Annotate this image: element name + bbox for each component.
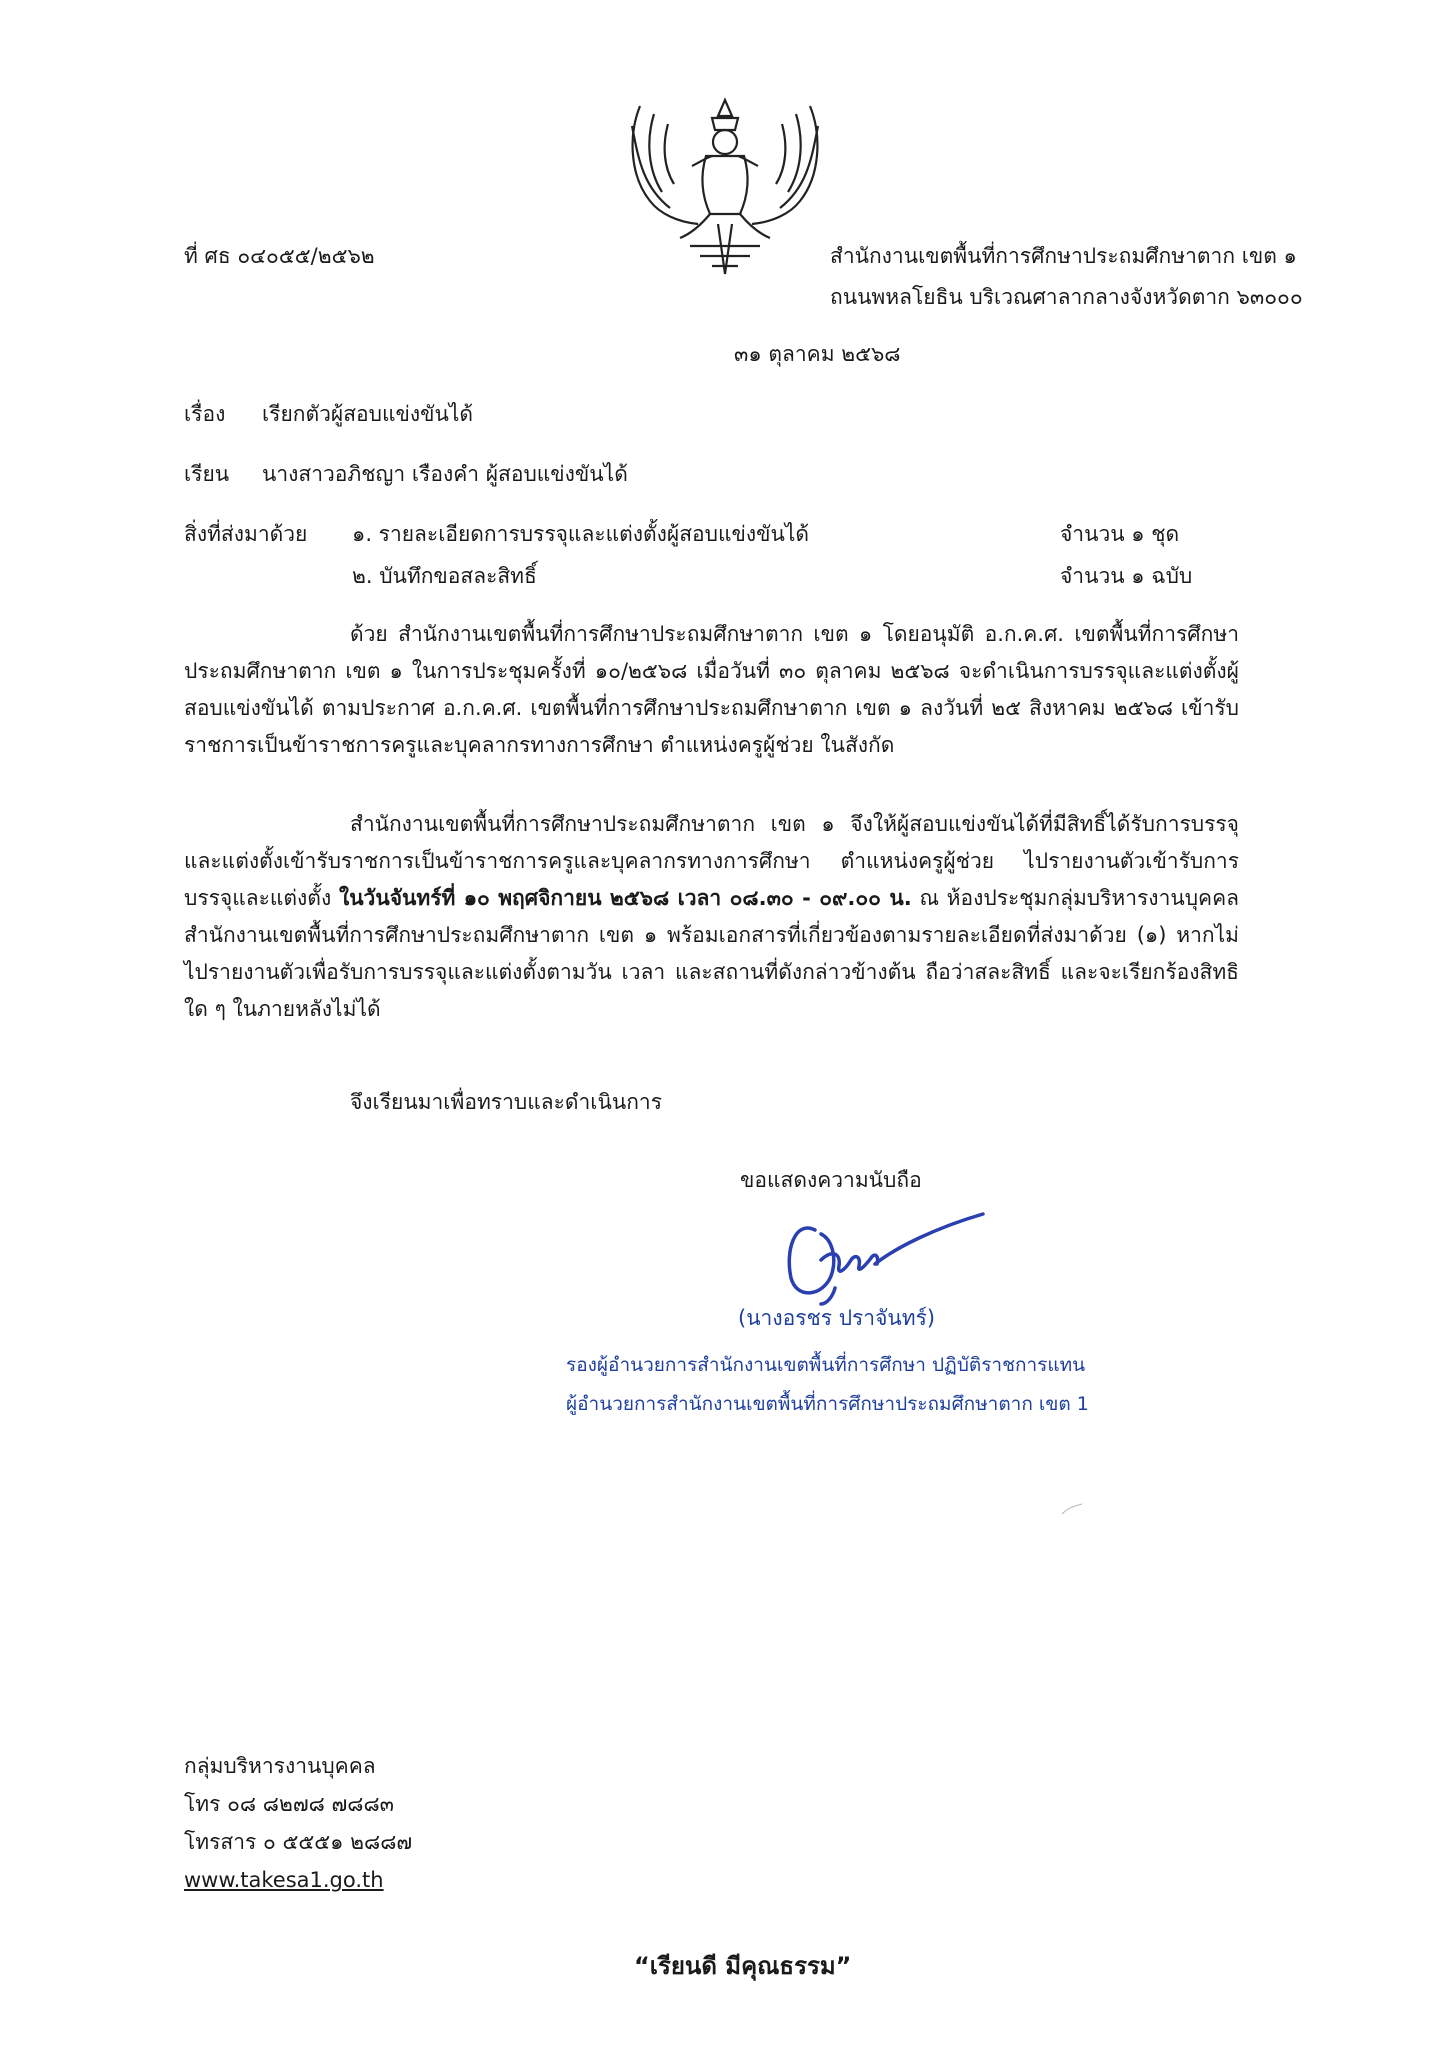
garuda-emblem-icon: [620, 96, 830, 280]
scan-mark: [1060, 1502, 1084, 1516]
closing-line: จึงเรียนมาเพื่อทราบและดำเนินการ: [350, 1090, 662, 1114]
enclosure-quantity: จำนวน ๑ ชุด: [1060, 522, 1180, 546]
subject-label: เรื่อง: [184, 402, 226, 426]
enclosures-label: สิ่งที่ส่งมาด้วย: [184, 522, 308, 546]
enclosure-quantity: จำนวน ๑ ฉบับ: [1060, 564, 1193, 588]
reference-number: ที่ ศธ ๐๔๐๕๕/๒๕๖๒: [184, 244, 375, 268]
signatory-name: (นางอรชร ปราจันทร์): [738, 1306, 936, 1330]
salutation: ขอแสดงความนับถือ: [740, 1168, 922, 1192]
signatory-title: รองผู้อำนวยการสำนักงานเขตพื้นที่การศึกษา ปฏิบัติราชการแทน: [566, 1354, 1086, 1376]
paragraph-text: สำนักงานเขตพื้นที่การศึกษาประถมศึกษาตาก เขต ๑ จึงให้ผู้สอบแข่งขันได้ที่มีสิทธิ์ได้รับการบรรจุและแต่งตั้งเข้ารับราชการเป็นข้าราชการครูและบุคลากรทางการศึกษา ตำแหน่งครูผู้ช่วย ไปรายงานตัวเข้ารับการบรรจุและแต่งตั้ง: [184, 812, 1239, 910]
signatory-title: ผู้อำนวยการสำนักงานเขตพื้นที่การศึกษาประถมศึกษาตาก เขต 1: [566, 1393, 1089, 1415]
enclosure-item: ๑. รายละเอียดการบรรจุและแต่งตั้งผู้สอบแข่งขันได้: [352, 522, 810, 546]
recipient-label: เรียน: [184, 462, 230, 486]
body-paragraph-1: ด้วย สำนักงานเขตพื้นที่การศึกษาประถมศึกษาตาก เขต ๑ โดยอนุมัติ อ.ก.ค.ศ. เขตพื้นที่การศึกษาประถมศึกษาตาก เขต ๑ ในการประชุมครั้งที่ ๑๐/๒๕๖๘ เมื่อวันที่ ๓๐ ตุลาคม ๒๕๖๘ จะดำเนินการบรรจุและแต่งตั้งผู้สอบแข่งขันได้ ตามประกาศ อ.ก.ค.ศ. เขตพื้นที่การศึกษาประถมศึกษาตาก เขต ๑ ลงวันที่ ๒๕ สิงหาคม ๒๕๖๘ เข้ารับราชการเป็นข้าราชการครูและบุคลากรทางการศึกษา ตำแหน่งครูผู้ช่วย ในสังกัด: [184, 622, 1239, 757]
handwritten-signature: [775, 1200, 1015, 1310]
office-address: ถนนพหลโยธิน บริเวณศาลากลางจังหวัดตาก ๖๓๐๐๐: [830, 285, 1303, 309]
footer-motto: “เรียนดี มีคุณธรรม”: [634, 1952, 852, 1980]
enclosure-item: ๒. บันทึกขอสละสิทธิ์: [352, 564, 537, 588]
footer-department: กลุ่มบริหารงานบุคคล: [184, 1754, 376, 1778]
paragraph-text: ณ ห้องประชุมกลุ่มบริหารงานบุคคล สำนักงานเขตพื้นที่การศึกษาประถมศึกษาตาก เขต ๑ พร้อมเอกสารที่เกี่ยวข้องตามรายละเอียดที่ส่งมาด้วย (๑) หากไม่ไปรายงานตัวเพื่อรับการบรรจุและแต่งตั้งตามวัน เวลา และสถานที่ดังกล่าวข้างต้น ถือว่าสละสิทธิ์ และจะเรียกร้องสิทธิใด ๆ ในภายหลังไม่ได้: [184, 886, 1240, 1021]
recipient-text: นางสาวอภิชญา เรืองคำ ผู้สอบแข่งขันได้: [262, 462, 628, 486]
footer-website-link[interactable]: www.takesa1.go.th: [184, 1868, 384, 1892]
subject-text: เรียกตัวผู้สอบแข่งขันได้: [262, 402, 474, 426]
footer-fax: โทรสาร ๐ ๕๕๕๑ ๒๘๘๗: [184, 1830, 413, 1854]
footer-phone: โทร ๐๘ ๘๒๗๘ ๗๘๘๓: [184, 1792, 395, 1816]
body-paragraph-2: [184, 806, 1239, 1028]
letter-date: ๓๑ ตุลาคม ๒๕๖๘: [734, 342, 901, 366]
office-name: สำนักงานเขตพื้นที่การศึกษาประถมศึกษาตาก เขต ๑: [830, 244, 1297, 268]
report-date-time: ในวันจันทร์ที่ ๑๐ พฤศจิกายน ๒๕๖๘ เวลา ๐๘.๓๐ - ๐๙.๐๐ น.: [338, 886, 912, 910]
